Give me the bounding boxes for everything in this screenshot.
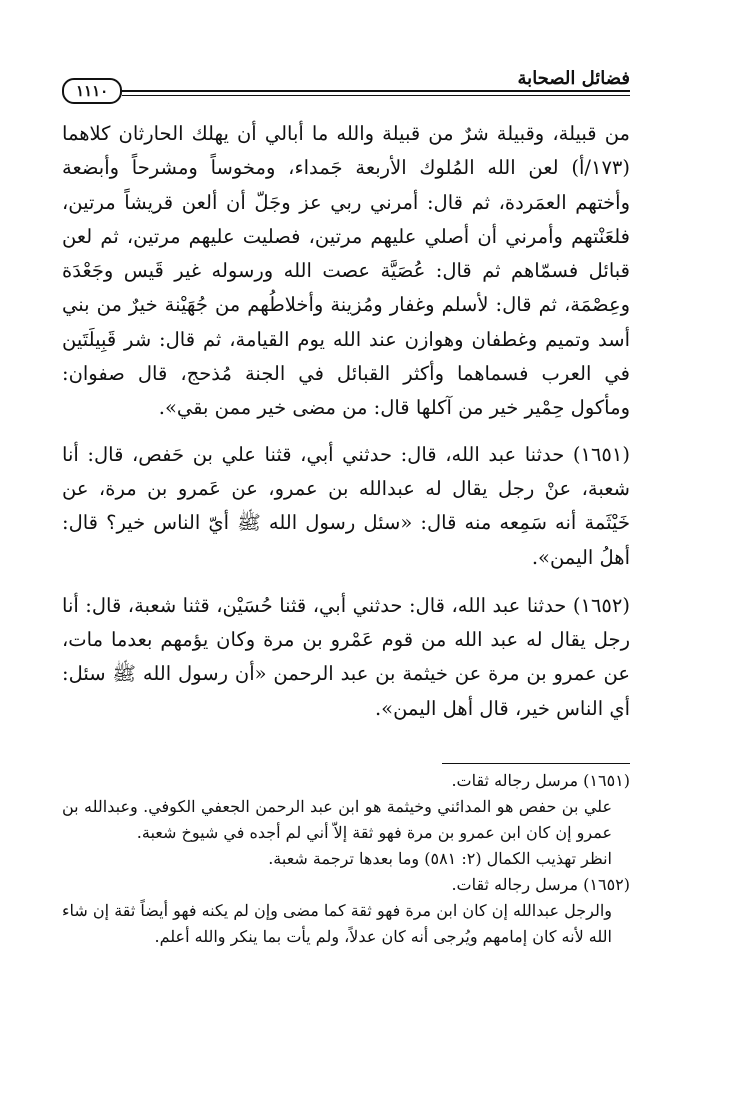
book-title: فضائل الصحابة — [517, 68, 630, 89]
page-header — [62, 62, 630, 102]
footnote-1651-reference: انظر تهذيب الكمال (٢: ٥٨١) وما بعدها ترجمة شعبة. — [268, 849, 612, 868]
footnote-1651-heading: (١٦٥١) مرسل رجاله ثقات. — [451, 771, 630, 790]
footnote-1652-body: والرجل عبدالله إن كان ابن مرة فهو ثقة كما مضى وإن لم يكنه فهو أيضاً ثقة إن شاء الله لأنه كان إمامهم ويُرجى أنه كان عدلاً، ولم يأت بما ينكر والله أعلم. — [62, 901, 613, 946]
footnote-1651-body: علي بن حفص هو المدائني وخيثمة هو ابن عبد الرحمن الجعفي الكوفي. وعبدالله بن عمرو إن كان ابن عمرو بن مرة فهو ثقة إلاّ أني لم أجده في شيوخ شعبة. — [62, 797, 612, 842]
page-number: ١١١٠ — [62, 78, 122, 104]
header-rule — [122, 90, 630, 92]
paragraph-hadith-1652: (١٦٥٢) حدثنا عبد الله، قال: حدثني أبي، قثنا حُسَيْن، قثنا شعبة، قال: أنا رجل يقال له عبد الله من قوم عَمْرو بن مرة وكان يؤمهم بعدما مات، عن عمرو بن مرة عن خيثمة بن عبد الرحمن «أن رسول الله ﷺ سئل: أي الناس خير، قال أهل اليمن». — [62, 593, 630, 720]
main-text — [62, 117, 630, 726]
footnote-1652-heading: (١٦٥٢) مرسل رجاله ثقات. — [451, 875, 630, 894]
footnote-separator — [442, 763, 630, 764]
paragraph-hadith-1651: (١٦٥١) حدثنا عبد الله، قال: حدثني أبي، قثنا علي بن حَفص، قال: أنا شعبة، عنْ رجل يقال له عبدالله بن عمرو، عن عَمرو بن مرة، عن خَيْثَمة أنه سَمِعه منه قال: «سئل رسول الله ﷺ أيّ الناس خير؟ قال: أهلُ اليمن». — [62, 442, 630, 569]
footnotes — [62, 768, 630, 950]
header-rule-thin — [122, 95, 630, 96]
paragraph-narration: من قبيلة، وقبيلة شرٌ من قبيلة والله ما أبالي أن يهلك الحارثان كلاهما (١٧٣/أ) لعن الله المُلوك الأربعة جَمداء، ومخوساً ومشرحاً وأبضعة وأختهم العمَردة، ثم قال: أمرني ربي عز وجَلّ أن ألعن قريشاً مرتين، فلعَنْتهم وأمرني أن أصلي عليهم مرتين، فصليت عليهم مرتين، ثم لعن قبائل فسمّاهم ثم قال: عُصَيَّة عصت الله ورسوله غير قَيس وجَعْدَة وعِصْمَة، ثم قال: لأسلم وغفار ومُزينة وأخلاطُهم من جُهَيْنة خيرٌ من بني أسد وتميم وغطفان وهوازن عند الله يوم القيامة، ثم قال: شر قَبِيلَتَين في العرب فسماهما وأكثر القبائل في الجنة مُذحج، قال صفوان: ومأكول حِمْير خير من آكلها قال: من مضى خير ممن بقي». — [62, 122, 630, 420]
